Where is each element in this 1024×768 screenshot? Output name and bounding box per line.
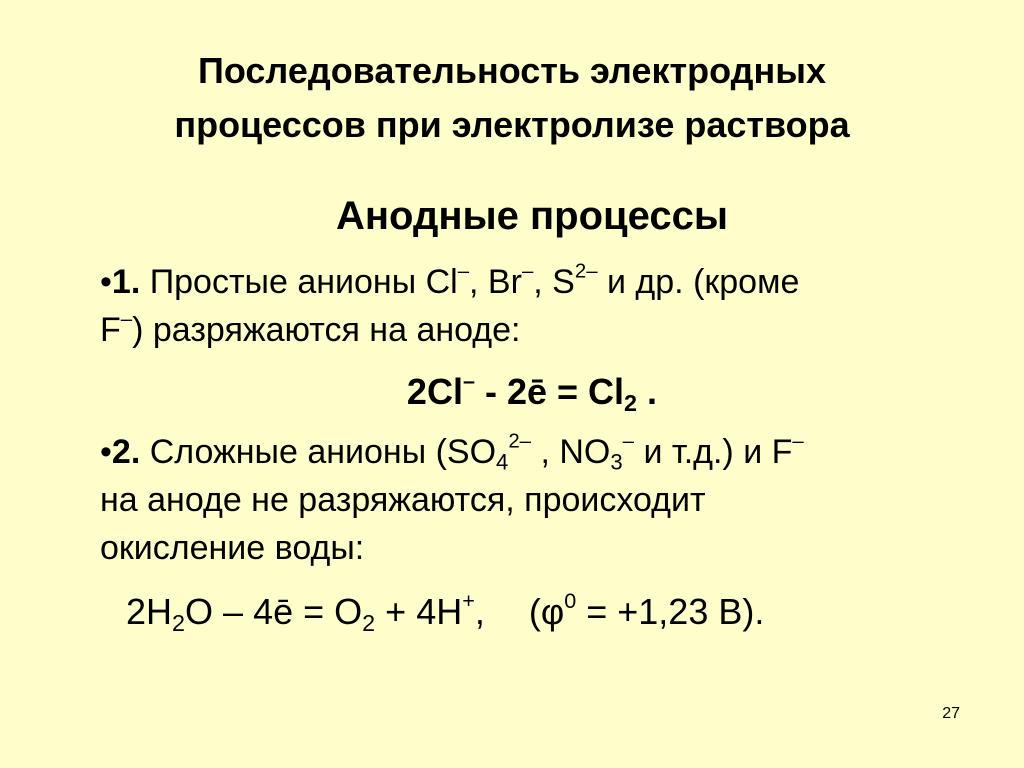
item-2-text-c: и т.д.) и F — [634, 433, 793, 471]
equation-water-oxidation — [126, 586, 764, 638]
item-2-sub-b: 3 — [610, 449, 623, 475]
bullet-item-1 — [100, 258, 960, 354]
item-2-number: 2. — [111, 433, 141, 471]
item-2-text-b: , NO — [531, 433, 611, 471]
eq1-part-b: - 2ē = Cl — [474, 371, 625, 412]
eq2-sup-c: + — [462, 587, 475, 613]
page-number: 27 — [942, 705, 960, 722]
bullet-2: • — [100, 433, 112, 471]
eq2-part-d: , — [474, 591, 485, 632]
eq2-part-a: 2H — [126, 591, 173, 632]
slide-subtitle: Анодные процессы — [335, 194, 728, 238]
item-2-line-1 — [100, 428, 960, 476]
item-1-sup-a: – — [457, 260, 470, 283]
eq2-part-c: + 4H — [375, 591, 463, 632]
item-2-sup-b: – — [622, 430, 634, 453]
item-2-sup-a: 2– — [508, 430, 532, 453]
item-1-text-c: , S — [533, 263, 575, 301]
eq2-potential-open: (φ — [528, 591, 565, 632]
eq1-sup: – — [462, 367, 475, 393]
item-2-sup-c: – — [792, 430, 804, 453]
eq2-sup-e: 0 — [564, 587, 577, 613]
eq1-part-c: . — [637, 371, 658, 412]
item-1-text-d: и др. (кроме — [597, 263, 800, 301]
item-1-sup-e: – — [120, 308, 133, 331]
item-2-line-2: на аноде не разряжаются, происходит — [100, 481, 706, 519]
title-line-2: процессов при электролизе раствора — [174, 104, 850, 145]
eq1-sub: 2 — [624, 390, 638, 417]
title-line-1: Последовательность электродных — [198, 50, 826, 91]
item-2-sub-a: 4 — [496, 449, 509, 475]
item-2-line-3: окисление воды: — [100, 529, 365, 567]
item-1-text-f: ) разряжаются на аноде: — [132, 311, 521, 349]
eq2-part-b: O – 4ē = O — [185, 591, 363, 632]
item-1-text-e: F — [100, 311, 121, 349]
item-1-number: 1. — [111, 263, 141, 301]
equation-chloride-oxidation — [0, 366, 1024, 418]
eq2-sub-a: 2 — [172, 610, 186, 637]
eq2-sub-b: 2 — [362, 610, 376, 637]
eq1-part-a: 2Cl — [406, 371, 463, 412]
bullet-1: • — [100, 263, 112, 301]
item-1-text-b: , Br — [469, 263, 522, 301]
item-1-sup-c: 2– — [574, 260, 598, 283]
eq2-potential-value: = +1,23 В). — [576, 591, 765, 632]
item-2-text-a: Сложные анионы (SO — [140, 433, 497, 471]
bullet-item-2 — [100, 428, 960, 572]
slide-title — [0, 44, 1024, 152]
item-1-text-a: Простые анионы Cl — [140, 263, 458, 301]
item-1-sup-b: – — [521, 260, 534, 283]
